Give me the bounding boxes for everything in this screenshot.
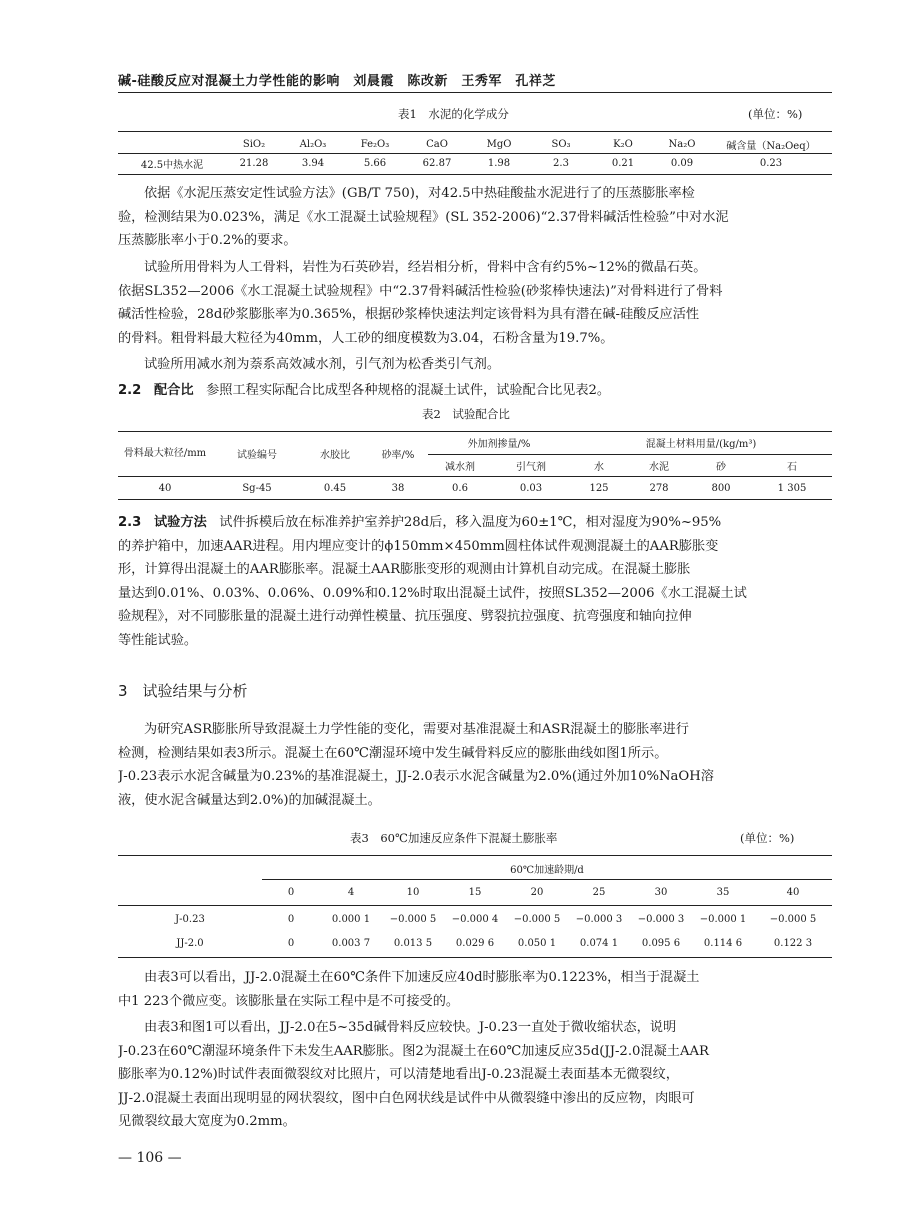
paragraph-results: [118, 718, 832, 812]
text-line: 试验所用减水剂为萘系高效减水剂，引气剂为松香类引气剂。: [144, 357, 501, 372]
section-title: 配合比: [153, 383, 194, 398]
text-line: 膨胀率为0.12%)时试件表面微裂纹对比照片，可以清楚地看出J-0.23混凝土表面基本无微裂纹，: [118, 1067, 679, 1082]
table1-header-cell: MgO: [486, 138, 512, 150]
text-line: 见微裂纹最大宽度为0.2mm。: [118, 1114, 296, 1129]
table1-header-cell: Fe₂O₃: [360, 138, 390, 150]
table3-cell: −0.000 5: [389, 913, 437, 925]
table1-top-rule: [118, 131, 832, 132]
table2-sub-header: 水泥: [649, 461, 669, 473]
table3-cell: −0.000 1: [699, 913, 747, 925]
table3-caption: 表3 60℃加速反应条件下混凝土膨胀率: [350, 831, 558, 845]
table2-bottom-rule: [118, 499, 832, 500]
section-number: 2.2: [118, 383, 142, 398]
table2-sub-header: 水: [594, 461, 604, 473]
table1-header-cell: K₂O: [613, 138, 633, 150]
table2-sub-header: 砂: [716, 461, 726, 473]
table3-cell: 0.095 6: [641, 937, 681, 949]
table2-cell: Sg-45: [242, 482, 272, 494]
table2-cell: 40: [158, 482, 172, 494]
table2-header-admix: 外加剂掺量/%: [428, 432, 570, 454]
table3-cell: −0.000 3: [575, 913, 623, 925]
table3-age: 0: [287, 886, 295, 898]
table1-bottom-rule: [118, 174, 832, 175]
table3-unit: (单位：%): [740, 831, 795, 845]
text-line: 等性能试验。: [118, 632, 198, 648]
table3-age: 20: [530, 886, 544, 898]
table1-header-cell: SiO₂: [242, 138, 266, 150]
table3-row-j023: [118, 907, 832, 931]
table3-cell: −0.000 5: [769, 913, 817, 925]
table2: [118, 432, 832, 498]
paragraph-cement: [118, 182, 832, 253]
table2-cell: 0.6: [452, 482, 468, 494]
text-line: 由表3可以看出，JJ-2.0混凝土在60℃条件下加速反应40d时膨胀率为0.1223%，相当于混凝土: [144, 970, 700, 985]
text-line: 检测，检测结果如表3所示。混凝土在60℃潮湿环境中发生碱骨料反应的膨胀曲线如图1所示。: [118, 745, 668, 761]
table3-cell: 0.122 3: [773, 937, 813, 949]
table1-cell: 0.23: [759, 158, 783, 169]
text-line: 的骨料。粗骨料最大粒径为40mm，人工砂的细度模数为3.04，石粉含量为19.7%。: [118, 330, 614, 346]
paragraph-admixture: [118, 353, 832, 377]
table3-row-jj20: [118, 931, 832, 955]
table1-cell: 3.94: [301, 158, 325, 169]
table1-cell: 42.5中热水泥: [140, 160, 204, 171]
table3-age: 25: [592, 886, 606, 898]
table2-cell: 278: [649, 482, 669, 494]
paragraph-table3-analysis: [118, 966, 832, 1013]
table3-cell: 0.114 6: [703, 937, 743, 949]
table1-cell: 0.09: [670, 158, 694, 169]
text-line: 依据SL352—2006《水工混凝土试验规程》中“2.37骨料碱活性检验(砂浆棒快速法)”对骨料进行了骨料: [118, 283, 723, 299]
header-rule: [118, 92, 832, 93]
table2-header-wb: 水胶比: [320, 450, 350, 462]
paragraph-crack-analysis: [118, 1016, 832, 1134]
table2-header-sand: 砂率/%: [381, 450, 415, 462]
table2-cell: 125: [589, 482, 609, 494]
table1-cell: 0.21: [611, 158, 635, 169]
text-line: 量达到0.01%、0.03%、0.06%、0.09%和0.12%时取出混凝土试件，按照SL352—2006《水工混凝土试: [118, 585, 747, 601]
table1-header-cell: CaO: [426, 138, 448, 150]
text-line: 形，计算得出混凝土的AAR膨胀率。混凝土AAR膨胀变形的观测由计算机自动完成。在混凝土膨胀: [118, 562, 691, 577]
table3-top-rule: [118, 855, 832, 856]
table1-caption: 表1 水泥的化学成分: [398, 107, 509, 121]
table3-cell: 0.003 7: [331, 937, 371, 949]
section-number: 2.3: [118, 515, 142, 530]
text-line: JJ-2.0混凝土表面出现明显的网状裂纹，图中白色网状线是试件中从微裂缝中渗出的反应物，肉眼可: [118, 1090, 695, 1106]
text-line: 试件拆模后放在标准养护室养护28d后，移入温度为60±1℃，相对湿度为90%~95%: [219, 515, 722, 530]
table3-age-row: [118, 879, 832, 905]
text-line: 试验所用骨料为人工骨料，岩性为石英砂岩，经岩相分析，骨料中含有约5%~12%的微晶石英。: [144, 260, 707, 275]
text-line: 依据《水泥压蒸安定性试验方法》(GB/T 750)，对42.5中热硅酸盐水泥进行了的压蒸膨胀率检: [144, 186, 695, 201]
table2-cell: 0.03: [519, 482, 543, 494]
table1-unit: (单位：%): [748, 107, 803, 121]
text-line: 中1 223个微应变。该膨胀量在实际工程中是不可接受的。: [118, 993, 460, 1009]
text-line: 液，使水泥含碱量达到2.0%)的加碱混凝土。: [118, 792, 381, 808]
table3-group-header: 60℃加速龄期/d: [262, 858, 832, 879]
table1-cell: 62.87: [422, 158, 452, 169]
table2-sub-header: 石: [787, 461, 797, 473]
text-line: 由表3和图1可以看出，JJ-2.0在5~35d碱骨料反应较快。J-0.23一直处于微收缩状态，说明: [144, 1020, 677, 1035]
section-title: 试验方法: [153, 515, 207, 530]
table1-header-cell: SO₃: [551, 138, 571, 150]
table1: [118, 136, 832, 172]
table3-cell: 0.000 1: [331, 913, 371, 925]
table3-age: 30: [654, 886, 668, 898]
table1-data-row: [118, 155, 832, 172]
table2-cell: 0.45: [323, 482, 347, 494]
table3-cell: 0.050 1: [517, 937, 557, 949]
table3-cell: 0: [287, 913, 295, 925]
table1-cell: 1.98: [487, 158, 511, 169]
table3-cell: 0.013 5: [393, 937, 433, 949]
table3-age: 15: [468, 886, 482, 898]
table1-cell: 5.66: [363, 158, 387, 169]
table1-header-cell: Na₂O: [668, 138, 696, 150]
table3-cell: 0: [287, 937, 295, 949]
text-line: J-0.23在60℃潮湿环境条件下未发生AAR膨胀。图2为混凝土在60℃加速反应35d(JJ-2.0混凝土AAR: [118, 1043, 709, 1059]
table1-cell: 2.3: [553, 158, 569, 169]
text-line: 为研究ASR膨胀所导致混凝土力学性能的变化，需要对基准混凝土和ASR混凝土的膨胀率进行: [144, 722, 689, 737]
text-line: 的养护箱中，加速AAR进程。用内埋应变计的ϕ150mm×450mm圆柱体试件观测混凝土的AAR膨胀变: [118, 538, 719, 554]
table3-cell: −0.000 3: [637, 913, 685, 925]
table1-header-cell: Al₂O₃: [299, 138, 327, 150]
section-3-heading: 3 试验结果与分析: [118, 682, 248, 700]
table3-age: 4: [347, 886, 355, 898]
table3-cell: 0.029 6: [455, 937, 495, 949]
table3-cell: −0.000 4: [451, 913, 499, 925]
table2-cell: 800: [711, 482, 731, 494]
table1-cell: 21.28: [239, 158, 269, 169]
table2-sub-header: 引气剂: [516, 461, 546, 473]
table2-header-agg: 骨料最大粒径/mm: [123, 448, 207, 460]
table2-header-id: 试验编号: [237, 450, 277, 462]
table3-row-label: JJ-2.0: [176, 937, 204, 949]
table1-header-cell: [118, 136, 226, 153]
text-line: 压蒸膨胀率小于0.2%的要求。: [118, 233, 297, 248]
table3-age: 40: [786, 886, 800, 898]
table1-header-row: [118, 136, 832, 153]
text-line: 验规程》，对不同膨胀量的混凝土进行动弹性模量、抗压强度、劈裂抗拉强度、抗弯强度和轴向拉伸: [118, 609, 692, 624]
page-number: — 106 —: [118, 1150, 182, 1166]
table2-sub-header: 减水剂: [445, 461, 475, 473]
paragraph-aggregate: [118, 256, 832, 350]
table3-row-label: J-0.23: [175, 913, 205, 925]
table3: [118, 858, 832, 955]
table3-age: 35: [716, 886, 730, 898]
running-header: 碱-硅酸反应对混凝土力学性能的影响 刘晨霞 陈改新 王秀军 孔祥芝: [118, 74, 556, 89]
table2-cell: 1 305: [777, 482, 807, 494]
text-line: 验，检测结果为0.023%，满足《水工混凝土试验规程》(SL 352-2006)“2.37骨料碱活性检验”中对水泥: [118, 209, 729, 225]
table1-header-cell: 碱含量（Na₂Oeq）: [726, 140, 816, 152]
table3-cell: 0.074 1: [579, 937, 619, 949]
table2-caption: 表2 试验配合比: [422, 407, 510, 421]
table3-bottom-rule: [118, 957, 832, 958]
table3-age: 10: [406, 886, 420, 898]
table2-data-row: [118, 478, 832, 498]
table2-cell: 38: [391, 482, 405, 494]
text-line: 碱活性检验，28d砂浆膨胀率为0.365%，根据砂浆棒快速法判定该骨料为具有潜在碱-硅酸反应活性: [118, 307, 700, 322]
section-text: 参照工程实际配合比成型各种规格的混凝土试件，试验配合比见表2。: [206, 383, 611, 398]
section-2-2: [118, 379, 832, 403]
table3-cell: −0.000 5: [513, 913, 561, 925]
section-2-3: [118, 511, 832, 652]
text-line: J-0.23表示水泥含碱量为0.23%的基准混凝土，JJ-2.0表示水泥含碱量为2.0%(通过外加10%NaOH溶: [118, 769, 714, 784]
table2-header-mat: 混凝土材料用量/(kg/m³): [570, 432, 832, 454]
